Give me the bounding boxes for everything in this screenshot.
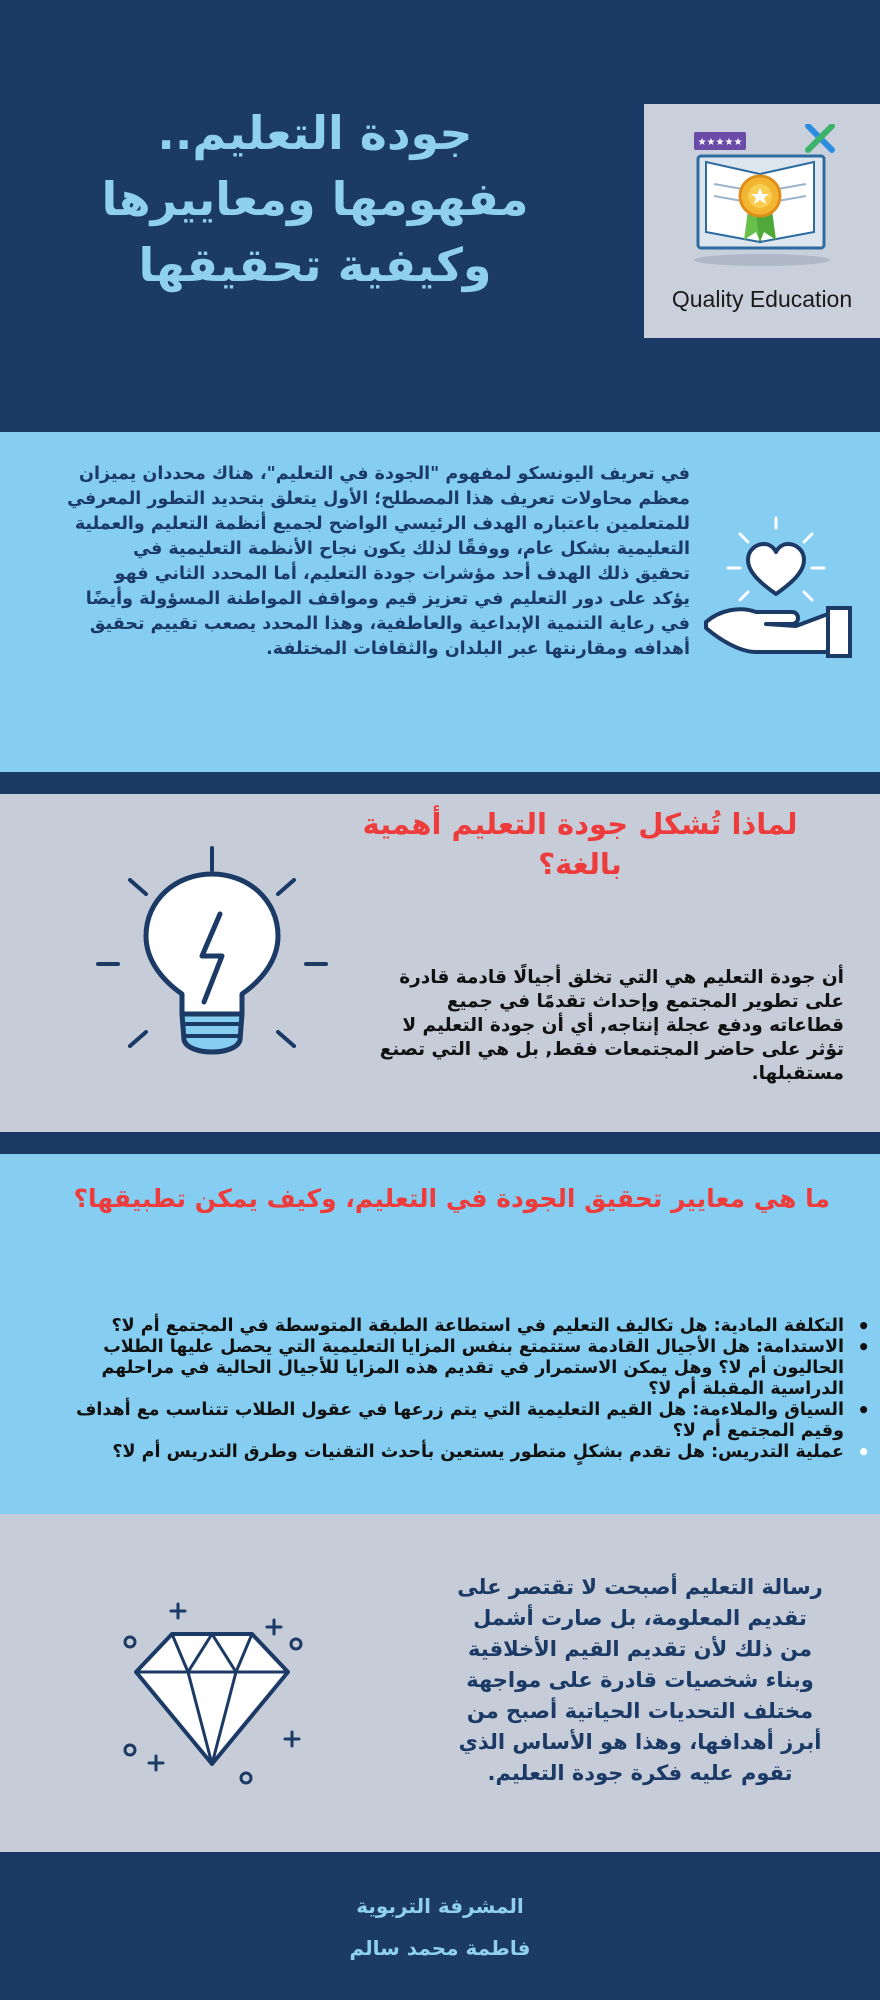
list-item-line: • التكلفة المادية: هل تكاليف التعليم في استطاعة الطبقة المتوسطة في المجتمع أم لا؟: [111, 1316, 844, 1336]
list-item: [36, 1442, 844, 1463]
text-line: التعليمية بشكل عام، ووفقًا لذلك يكون نجاح الأنظمة التعليمية في: [133, 539, 690, 559]
list-item-line: وقيم المجتمع أم لا؟: [672, 1421, 844, 1441]
page-title: [40, 100, 590, 298]
title-line: مفهومها ومعاييرها: [101, 172, 529, 226]
list-item-line: الدراسية المقبلة أم لا؟: [648, 1379, 844, 1399]
author-name: فاطمة محمد سالم: [349, 1936, 531, 1960]
text-line: للمتعلمين باعتباره الهدف الرئيسي الواضح لجميع أنظمة التعليم والعملية: [74, 514, 690, 534]
text-line: تقوم عليه فكرة جودة التعليم.: [487, 1761, 793, 1785]
text-line: تقديم المعلومة، بل صارت أشمل: [473, 1606, 807, 1630]
quality-education-logo: [644, 104, 880, 338]
why-section: [0, 794, 880, 1132]
standards-section: [0, 1154, 880, 1514]
text-line: وبناء شخصيات قادرة على مواجهة: [466, 1668, 814, 1692]
list-item-line: • السياق والملاءمة: هل القيم التعليمية التي يتم زرعها في عقول الطلاب تتناسب مع أهداف: [76, 1400, 844, 1420]
divider-band: [0, 772, 880, 794]
text-line: أن جودة التعليم هي التي تخلق أجيالًا قادمة قادرة: [399, 967, 844, 988]
standards-list: [36, 1316, 844, 1463]
author-role: المشرفة التربوية: [356, 1894, 524, 1918]
list-item-line: الحاليون أم لا؟ وهل يمكن الاستمرار في تقديم هذه المزايا للأجيال الحالية في مراحلهم: [101, 1358, 844, 1378]
book-medal-icon: [684, 124, 840, 274]
text-line: يؤكد على دور التعليم في تعزيز قيم ومواقف المواطنة المسؤولة وأيضًا: [85, 589, 690, 609]
hand-heart-icon: [700, 512, 860, 662]
list-item: [36, 1337, 844, 1400]
header-section: [0, 0, 880, 432]
text-line: على تطوير المجتمع وإحداث تقدمًا في جميع: [446, 991, 844, 1012]
list-item: [36, 1400, 844, 1442]
text-line: في رعاية التنمية الإبداعية والعاطفية، وهذا المحدد يصعب تقييم تحقيق: [89, 614, 690, 634]
title-line: بالغة؟: [538, 847, 622, 881]
lightbulb-icon: [90, 844, 340, 1084]
divider-band: [0, 1132, 880, 1154]
text-line: معظم محاولات تعريف هذا المصطلح؛ الأول يتعلق بتحديد التطور المعرفي: [67, 489, 690, 509]
intro-paragraph: [14, 462, 690, 662]
list-item-line: • الاستدامة: هل الأجيال القادمة ستتمتع بنفس المزايا التعليمية التي يحصل عليها الطلاب: [103, 1337, 844, 1357]
list-item-line: • عملية التدريس: هل تقدم بشكلٍ متطور يستعين بأحدث التقنيات وطرق التدريس أم لا؟: [112, 1442, 844, 1462]
title-line: لماذا تُشكل جودة التعليم أهمية: [362, 807, 798, 841]
why-paragraph: [336, 966, 844, 1086]
diamond-icon: [112, 1600, 312, 1800]
text-line: قطاعاته ودفع عجلة إنتاجه, أي أن جودة التعليم لا: [402, 1015, 844, 1036]
footer-section: [0, 1852, 880, 2000]
title-line: وكيفية تحقيقها: [138, 238, 492, 292]
message-section: [0, 1514, 880, 1852]
text-line: مختلف التحديات الحياتية أصبح من: [466, 1699, 814, 1723]
standards-title: ما هي معايير تحقيق الجودة في التعليم، وكيف يمكن تطبيقها؟: [73, 1184, 830, 1213]
logo-caption: Quality Education: [671, 286, 853, 312]
text-line: رسالة التعليم أصبحت لا تقتصر على: [457, 1575, 823, 1599]
text-line: أهدافه ومقارنتها عبر البلدان والثقافات المختلفة.: [266, 639, 690, 659]
text-line: في تعريف اليونسكو لمفهوم "الجودة في التعليم"، هناك محددان يميزان: [79, 464, 690, 484]
title-line: جودة التعليم..: [157, 106, 473, 160]
text-line: من ذلك لأن تقديم القيم الأخلاقية: [468, 1637, 812, 1661]
text-line: تحقيق ذلك الهدف أحد مؤشرات جودة التعليم، أما المحدد الثاني فهو: [114, 564, 690, 584]
text-line: أبرز أهدافها، وهذا هو الأساس الذي: [458, 1730, 822, 1754]
svg-text:★★★★★: ★★★★★: [697, 137, 743, 148]
intro-section: [0, 432, 880, 772]
why-title: [300, 804, 860, 884]
message-paragraph: [430, 1572, 850, 1789]
text-line: تؤثر على حاضر المجتمعات فقط, بل هي التي تصنع: [379, 1039, 844, 1060]
text-line: مستقبلها.: [751, 1063, 844, 1084]
list-item: [36, 1316, 844, 1337]
